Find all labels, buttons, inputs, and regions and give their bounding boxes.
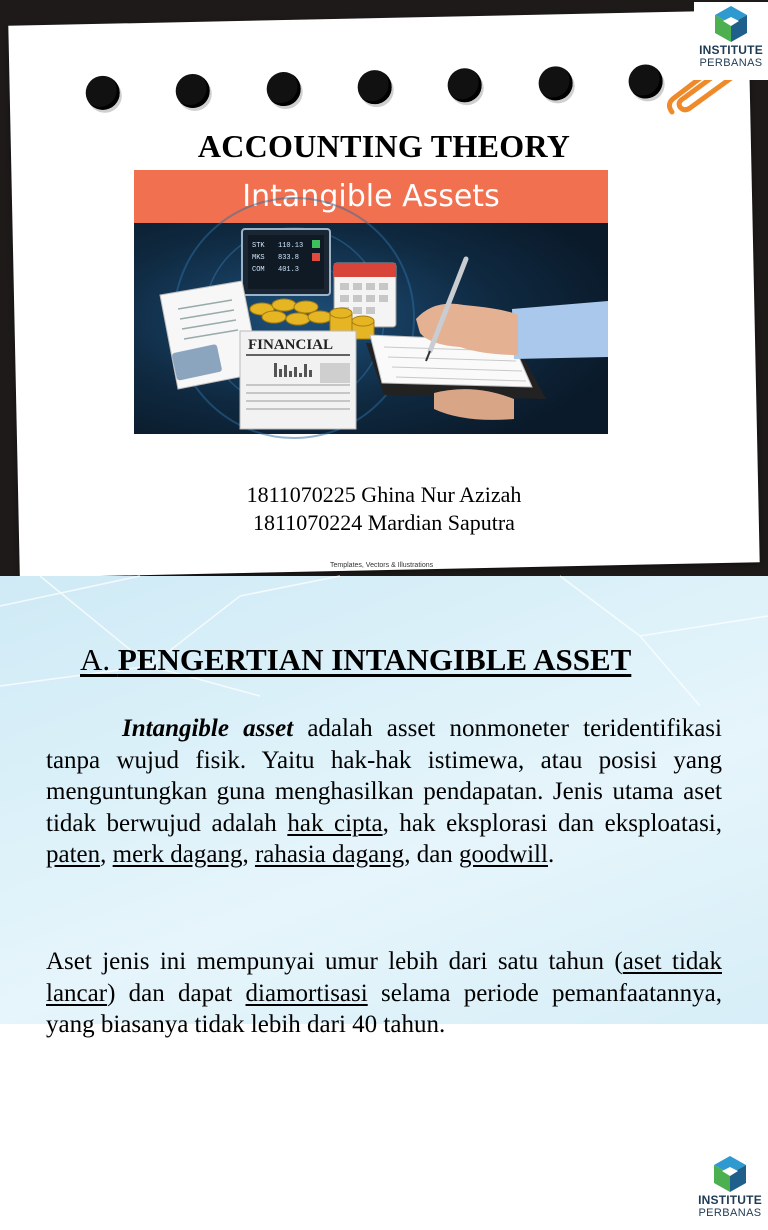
body-text: selama periode pemanfaatannya, yang biasanya tidak lebih dari 40 tahun.: [46, 979, 723, 1038]
newspaper-icon: [240, 331, 356, 429]
term-intangible-asset: Intangible asset: [122, 715, 294, 742]
ticker-value: 401.3: [278, 266, 300, 274]
monitor-icon: [242, 229, 330, 295]
logo-text-perbanas: PERBANAS: [699, 57, 763, 69]
body-text: ) dan dapat: [107, 979, 246, 1007]
body-text: .: [547, 841, 555, 868]
slide-definition: [0, 576, 768, 1219]
ticker-label: COM: [252, 266, 265, 274]
author-line: 1811070224 Mardian Saputra: [253, 510, 515, 535]
body-text: adalah asset nonmoneter teridentifikasi tanpa wujud fisik. Yaitu hak-hak istimewa, atau posisi yang menguntungkan guna menghasilkan pendapatan. Jenis utama aset tidak berwujud adalah: [46, 715, 722, 837]
logo-cube-icon: [711, 4, 751, 44]
lifetime-paragraph: [46, 946, 722, 1041]
section-number: A.: [80, 642, 118, 677]
slide-title-text: ACCOUNTING THEORY: [197, 128, 571, 164]
institute-perbanas-logo: [692, 1152, 768, 1230]
term-diamortisasi: diamortisasi: [245, 979, 368, 1007]
section-title: PENGERTIAN INTANGIBLE ASSET: [117, 642, 632, 677]
newspaper-headline: FINANCIAL: [248, 337, 334, 353]
author-line: 1811070225 Ghina Nur Azizah: [246, 482, 522, 507]
binder-hole-icon: [175, 74, 210, 109]
body-text: ,: [242, 841, 255, 868]
logo-cube-icon: [710, 1154, 750, 1194]
logo-text-institute: INSTITUTE: [699, 43, 763, 57]
binder-hole-icon: [357, 70, 392, 105]
ticker-value: 833.8: [278, 254, 300, 262]
body-text: Aset jenis ini mempunyai umur lebih dari satu tahun (: [46, 948, 623, 975]
binder-hole-icon: [447, 68, 482, 103]
term-rahasia-dagang: rahasia dagang: [254, 841, 405, 868]
body-text: , dan: [404, 841, 460, 868]
term-paten: paten: [46, 841, 101, 868]
topic-banner: Intangible Assets: [134, 170, 608, 223]
institute-perbanas-logo: [694, 2, 768, 80]
binder-hole-icon: [628, 64, 663, 99]
slide-title: [0, 0, 768, 576]
template-credit: Templates, Vectors & Illustrations: [330, 562, 434, 569]
binder-hole-icon: [538, 66, 573, 101]
term-aset-tidak-lancar: aset tidak lancar: [46, 948, 722, 1007]
binder-hole-icon: [266, 72, 301, 107]
body-text: , hak eksplorasi dan eksploatasi,: [382, 809, 722, 837]
term-goodwill: goodwill: [459, 841, 548, 868]
ticker-label: STK: [252, 242, 265, 250]
section-heading: [80, 642, 631, 678]
term-merk-dagang: merk dagang: [112, 841, 243, 868]
body-text: ,: [100, 841, 113, 868]
ticker-label: MKS: [252, 254, 265, 262]
binder-hole-icon: [85, 75, 120, 110]
term-hak-cipta: hak cipta: [287, 809, 383, 837]
logo-text-institute: INSTITUTE: [698, 1193, 762, 1207]
definition-paragraph: [46, 713, 722, 871]
logo-text-perbanas: PERBANAS: [698, 1207, 762, 1219]
finance-illustration: [134, 223, 608, 434]
author-list: [0, 481, 768, 537]
ticker-value: 110.13: [278, 242, 304, 250]
